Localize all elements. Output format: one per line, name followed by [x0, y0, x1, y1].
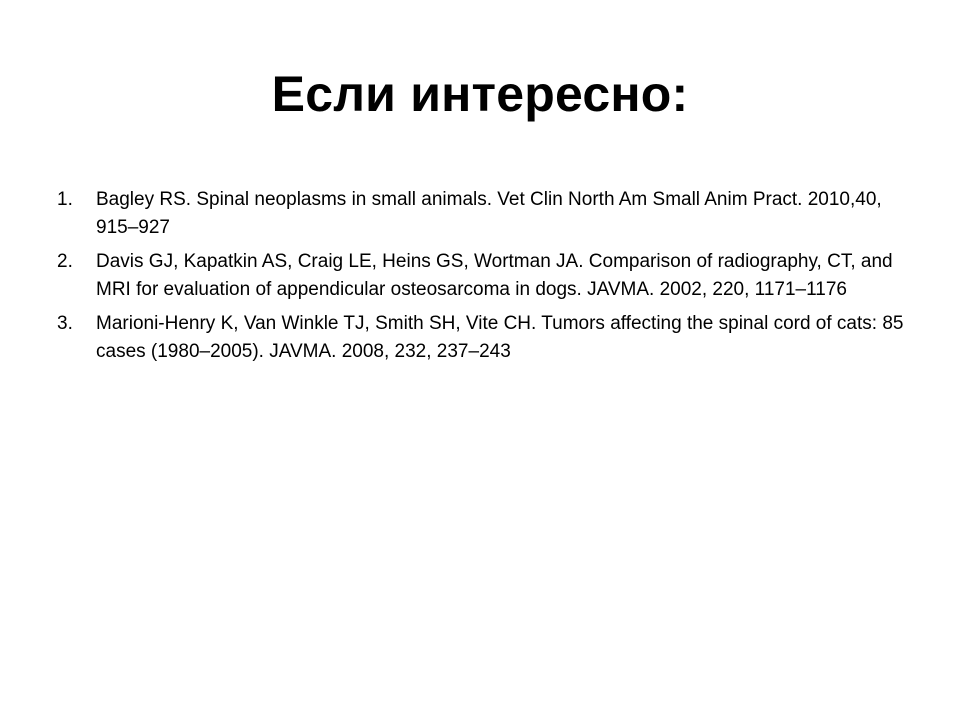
reference-number: 1.	[57, 189, 73, 210]
reference-number: 2.	[57, 251, 73, 272]
reference-text: Marioni-Henry K, Van Winkle TJ, Smith SH, Vite CH. Tumors affecting the spinal cord of cats: 85 cases (1980–2005). JAVMA. 2008, 232, 237–243	[96, 313, 904, 362]
reference-text: Bagley RS. Spinal neoplasms in small animals. Vet Clin North Am Small Anim Pract. 2010,40, 915–927	[96, 189, 882, 238]
reference-item	[57, 248, 913, 304]
slide-title: Если интересно:	[271, 66, 689, 122]
reference-item	[57, 186, 913, 242]
reference-list	[57, 186, 913, 372]
reference-item	[57, 310, 913, 366]
reference-number: 3.	[57, 313, 73, 334]
reference-text: Davis GJ, Kapatkin AS, Craig LE, Heins GS, Wortman JA. Comparison of radiography, CT, and MRI for evaluation of appendicular osteosarcoma in dogs. JAVMA. 2002, 220, 1171–1176	[96, 251, 893, 300]
